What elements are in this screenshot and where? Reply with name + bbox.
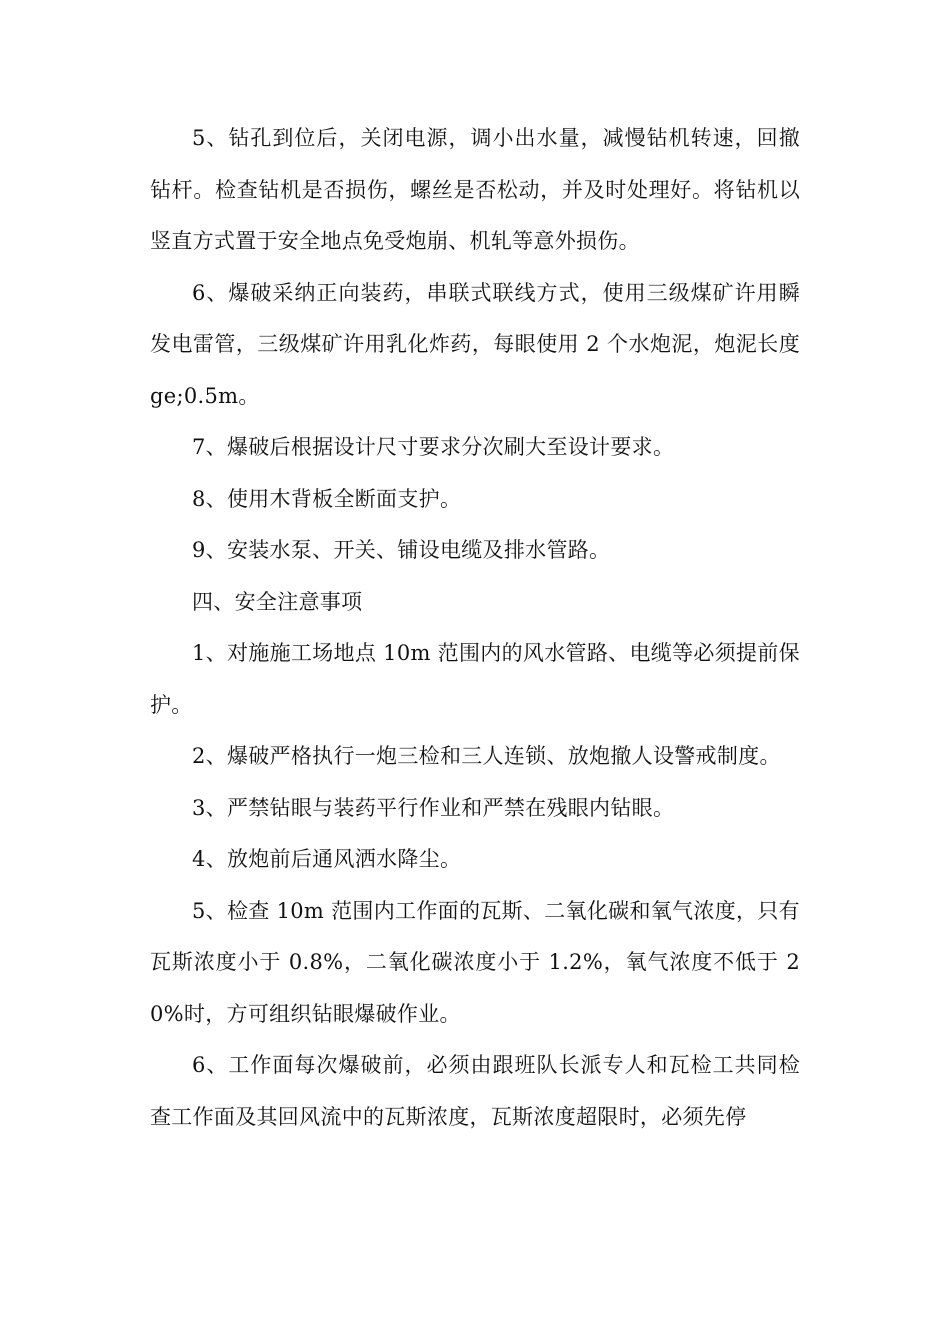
section-heading-safety: 四、安全注意事项	[192, 589, 363, 614]
document-page	[150, 113, 800, 1143]
paragraph-safety-4: 4、放炮前后通风洒水降尘。	[192, 847, 462, 871]
paragraph-safety-3: 3、严禁钻眼与装药平行作业和严禁在残眼内钻眼。	[192, 795, 675, 820]
paragraph-step-5-drilling: 5、钻孔到位后，关闭电源，调小出水量，减慢钻机转速，回撤钻杆。检查钻机是否损伤，螺丝是否松动，并及时处理好。将钻机以竖直方式置于安全地点免受炮崩、机轧等意外损伤。	[150, 126, 800, 253]
paragraph-step-6-blasting: 6、爆破采纳正向装药，串联式联线方式，使用三级煤矿许用瞬发电雷管，三级煤矿许用乳化炸药，每眼使用 2 个水炮泥，炮泥长度 ge;0.5m。	[150, 280, 800, 408]
paragraph-safety-2: 2、爆破严格执行一炮三检和三人连锁、放炮撤人设警戒制度。	[192, 744, 781, 768]
paragraph-step-7-enlarging: 7、爆破后根据设计尺寸要求分次刷大至设计要求。	[192, 435, 675, 459]
paragraph-safety-5: 5、检查 10m 范围内工作面的瓦斯、二氧化碳和氧气浓度，只有瓦斯浓度小于 0.8%，二氧化碳浓度小于 1.2%，氧气浓度不低于 20%时，方可组织钻眼爆破作业。	[150, 898, 800, 1026]
paragraph-safety-6: 6、工作面每次爆破前，必须由跟班队长派专人和瓦检工共同检查工作面及其回风流中的瓦斯浓度，瓦斯浓度超限时，必须先停	[150, 1053, 800, 1129]
paragraph-step-9-installation: 9、安装水泵、开关、铺设电缆及排水管路。	[192, 538, 611, 562]
paragraph-step-8-support: 8、使用木背板全断面支护。	[192, 486, 462, 511]
paragraph-safety-1: 1、对施施工场地点 10m 范围内的风水管路、电缆等必须提前保护。	[150, 641, 800, 717]
